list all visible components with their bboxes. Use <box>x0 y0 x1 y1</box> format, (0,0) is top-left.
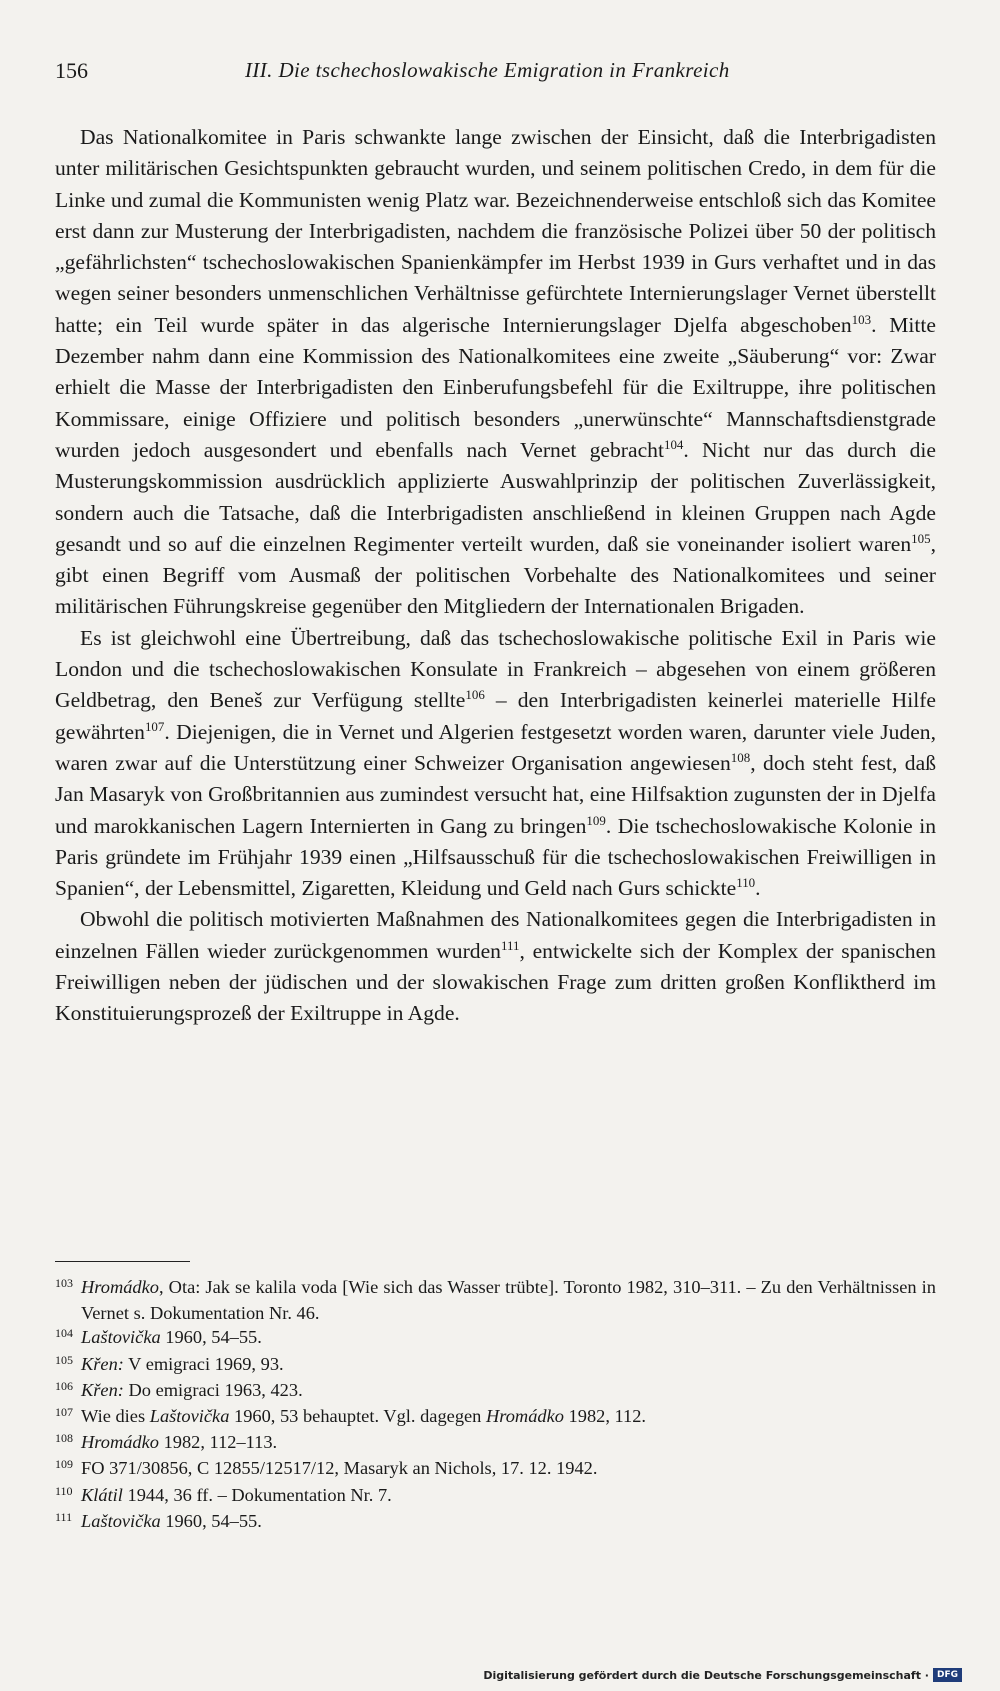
footnote-number: 108 <box>55 1431 73 1446</box>
footnote-separator <box>55 1261 190 1262</box>
footnote-number: 106 <box>55 1378 73 1393</box>
paragraph-1 <box>55 122 936 623</box>
paragraph-2 <box>55 623 936 905</box>
text-run: Obwohl die politisch motivierten Maßnahmen des Nationalkomitees gegen die Interbrigadisten in einzelnen Fällen wieder zurückgenommen wurden <box>55 907 936 963</box>
footnote-ref-105: 105 <box>911 530 931 546</box>
footnote-author: Laštovička <box>81 1510 161 1531</box>
footnote-ref-106: 106 <box>465 687 485 703</box>
footnote-ref-109: 109 <box>586 812 606 828</box>
text-run: , gibt einen Begriff vom Ausmaß der politischen Vorbehalte des Nationalkomitees und seiner militärischen Führungskreise gegenüber den Mitgliedern der Internationalen Brigaden. <box>55 531 936 619</box>
footnote-ref-108: 108 <box>730 749 751 765</box>
footnote-text: 1960, 54–55. <box>160 1327 262 1348</box>
footnote-text: 1944, 36 ff. – Dokumentation Nr. 7. <box>122 1484 392 1505</box>
footnote-text: 1960, 54–55. <box>160 1510 262 1531</box>
footnote-author: Klátil <box>81 1484 123 1505</box>
footnote-number: 104 <box>55 1326 73 1341</box>
footnote-number: 109 <box>55 1457 73 1472</box>
footnote-ref-107: 107 <box>144 718 165 734</box>
text-run: . Die tschechoslowakische Kolonie in Paris gründete im Frühjahr 1939 einen „Hilfsausschuß für die tschechoslowakischen Freiwilligen in Spanien“, der Lebensmittel, Zigaretten, Kleidung und Geld nach Gurs schickte <box>55 813 937 901</box>
running-head: III. Die tschechoslowakische Emigration in Frankreich <box>245 58 730 82</box>
footnote-author: Laštovička <box>149 1406 230 1427</box>
main-text <box>55 122 936 1030</box>
footnote-ref-103: 103 <box>851 311 872 327</box>
footnote-author: Laštovička <box>81 1327 161 1348</box>
footnote-number: 111 <box>55 1509 73 1524</box>
footnote <box>55 1275 936 1325</box>
footnote <box>55 1483 936 1509</box>
text-run: . Mitte Dezember nahm dann eine Kommission des Nationalkomitees eine zweite „Säuberung“ vor: Zwar erhielt die Masse der Interbrigadisten den Einberufungsbefehl für die Exiltruppe, ihre politischen Kommissare, einige Offiziere und politisch besonders „unerwünschte“ Mannschaftsdienstgrade wurden jedoch ausgesondert und ebenfalls nach Vernet gebracht <box>55 312 936 462</box>
footnote-text: 1982, 112–113. <box>158 1432 278 1453</box>
text-run: . <box>755 876 761 901</box>
footnote-number: 103 <box>55 1276 73 1290</box>
footnote-author: Křen: <box>81 1379 124 1400</box>
footnote <box>55 1456 936 1482</box>
footnote-author: Hromádko <box>81 1277 159 1297</box>
text-run: Es ist gleichwohl eine Übertreibung, daß das tschechoslowakische politische Exil in Paris wie London und die tschechoslowakischen Konsulate in Frankreich – abgesehen von einem größeren Geldbetrag, den Beneš zur Verfügung stellte <box>55 625 936 713</box>
footnote <box>55 1509 936 1535</box>
text-run: , doch steht fest, daß Jan Masaryk von Großbritannien aus zumindest versucht hat, eine Hilfsaktion zugunsten der in Djelfa und marokkanischen Lagern Internierten in Gang zu bringen <box>55 750 936 838</box>
text-run: . Nicht nur das durch die Musterungskommission ausdrücklich applizierte Auswahlprinzip der politischen Zuverlässigkeit, sondern auch die Tatsache, daß die Interbrigadisten anschließend in kleinen Gruppen nach Agde gesandt und so auf die einzelnen Regimenter verteilt wurden, daß sie voneinander isoliert waren <box>55 437 936 556</box>
page-number: 156 <box>55 58 88 83</box>
footnote-text: 1960, 53 behauptet. Vgl. dagegen <box>229 1406 486 1427</box>
text-run: . Diejenigen, die in Vernet und Algerien festgesetzt worden waren, darunter viele Juden, waren zwar auf die Unterstützung einer Schweizer Organisation angewiesen <box>55 719 936 775</box>
paragraph-3 <box>55 904 936 1029</box>
footnote-text: FO 371/30856, C 12855/12517/12, Masaryk an Nichols, 17. 12. 1942. <box>81 1458 598 1479</box>
text-run: Das Nationalkomitee in Paris schwankte lange zwischen der Einsicht, daß die Interbrigadisten unter militärischen Gesichtspunkten gebraucht wurden, und seinem politischen Credo, in dem für die Linke und zumal die Kommunisten wenig Platz war. Bezeichnenderweise entschloß sich das Komitee erst dann zur Musterung der Interbrigadisten, nachdem die französische Polizei über 50 der politisch „gefährlichsten“ tschechoslowakischen Spanienkämpfer im Herbst 1939 in Gurs verhaftet und in das wegen seiner besonders unmenschlichen Verhältnisse gefürchtete Internierungslager Vernet überstellt hatte; ein Teil wurde später in das algerische Internierungslager Djelfa abgeschoben <box>55 125 936 337</box>
footnote-ref-111: 111 <box>500 937 520 953</box>
footnotes <box>55 1275 936 1535</box>
footnote-author: Hromádko <box>81 1432 159 1453</box>
footnote-author: Křen: <box>81 1353 124 1374</box>
footnote-author: Hromádko <box>485 1406 564 1427</box>
footnote-number: 110 <box>55 1483 73 1498</box>
dfg-logo: DFG <box>933 1668 962 1682</box>
footnote <box>55 1404 936 1430</box>
footnote-text: Wie dies <box>81 1406 150 1427</box>
footnote-number: 105 <box>55 1352 73 1367</box>
credit-text: Digitalisierung gefördert durch die Deutsche Forschungsgemeinschaft · <box>483 1668 929 1682</box>
footnote <box>55 1352 936 1378</box>
page-header <box>55 58 935 94</box>
text-run: , entwickelte sich der Komplex der spanischen Freiwilligen neben der jüdischen und der slowakischen Frage zum dritten großen Konfliktherd im Konstituierungsprozeß der Exiltruppe in Agde. <box>55 938 936 1026</box>
footnote-ref-110: 110 <box>736 874 756 890</box>
footnote-number: 107 <box>55 1405 73 1420</box>
footnote-ref-104: 104 <box>663 436 684 452</box>
footnote-text: , Ota: Jak se kalila voda [Wie sich das Wasser trübte]. Toronto 1982, 310–311. – Zu den Verhältnissen in Vernet s. Dokumentation Nr. 46. <box>81 1277 936 1324</box>
digitization-credit <box>483 1668 962 1682</box>
footnote-text: 1982, 112. <box>563 1406 647 1427</box>
footnote-text: V emigraci 1969, 93. <box>123 1353 284 1374</box>
footnote <box>55 1325 936 1351</box>
footnote <box>55 1378 936 1404</box>
footnote <box>55 1430 936 1456</box>
footnote-text: Do emigraci 1963, 423. <box>123 1379 303 1400</box>
text-run: – den Interbrigadisten keinerlei materielle Hilfe gewährten <box>55 688 936 744</box>
